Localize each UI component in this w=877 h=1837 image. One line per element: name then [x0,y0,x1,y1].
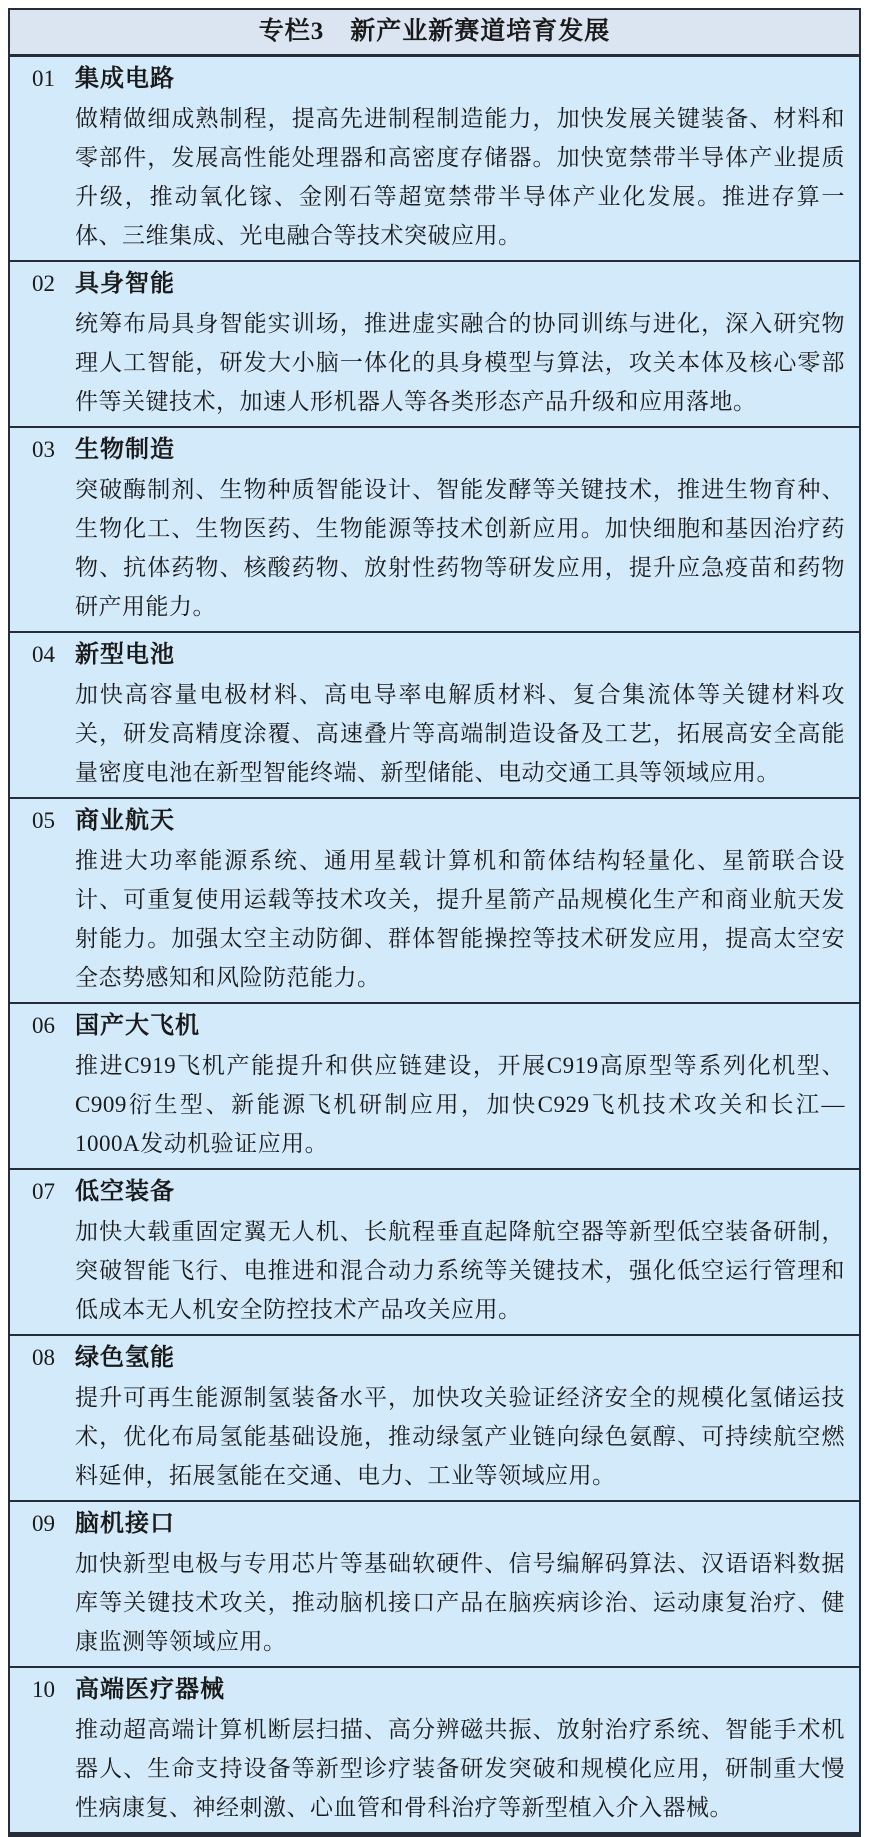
section-title: 具身智能 [75,271,175,297]
section-item-08 [10,1334,859,1500]
section-body: 加快新型电极与专用芯片等基础软硬件、信号编解码算法、汉语语料数据库等关键技术攻关，推动脑机接口产品在脑疾病诊治、运动康复治疗、健康监测等领域应用。 [75,1551,845,1654]
section-title: 国产大飞机 [75,1013,200,1039]
section-item-05 [10,797,859,1002]
section-body: 推进大功率能源系统、通用星载计算机和箭体结构轻量化、星箭联合设计、可重复使用运载等技术攻关，提升星箭产品规模化生产和商业航天发射能力。加强太空主动防御、群体智能操控等技术研发应用，提高太空安全态势感知和风险防范能力。 [75,848,845,990]
section-head [32,1172,845,1212]
section-item-02 [10,260,859,426]
section-number: 01 [32,66,55,91]
section-head [32,1338,845,1378]
section-body: 加快高容量电极材料、高电导率电解质材料、复合集流体等关键材料攻关，研发高精度涂覆、高速叠片等高端制造设备及工艺，拓展高安全高能量密度电池在新型智能终端、新型储能、电动交通工具等领域应用。 [75,682,845,785]
feature-box [8,8,861,1837]
section-title: 商业航天 [75,808,175,834]
section-head [32,59,845,99]
section-head [32,264,845,304]
section-title: 低空装备 [75,1179,175,1205]
section-title: 生物制造 [75,437,175,463]
section-number: 07 [32,1179,55,1204]
section-body: 统筹布局具身智能实训场，推进虚实融合的协同训练与进化，深入研究物理人工智能，研发大小脑一体化的具身模型与算法，攻关本体及核心零部件等关键技术，加速人形机器人等各类形态产品升级和应用落地。 [75,311,845,414]
section-body: 推动超高端计算机断层扫描、高分辨磁共振、放射治疗系统、智能手术机器人、生命支持设备等新型诊疗装备研发突破和规模化应用，研制重大慢性病康复、神经刺激、心血管和骨科治疗等新型植入介入器械。 [75,1717,845,1820]
section-title: 脑机接口 [75,1511,175,1537]
section-title: 集成电路 [75,66,175,92]
section-item-07 [10,1168,859,1334]
section-item-03 [10,426,859,631]
section-number: 10 [32,1677,55,1702]
section-item-10 [10,1666,859,1832]
section-item-09 [10,1500,859,1666]
section-head [32,635,845,675]
section-item-06 [10,1002,859,1168]
section-item-04 [10,631,859,797]
section-head [32,1504,845,1544]
section-number: 09 [32,1511,55,1536]
section-title: 绿色氢能 [75,1345,175,1371]
section-head [32,801,845,841]
section-body: 加快大载重固定翼无人机、长航程垂直起降航空器等新型低空装备研制，突破智能飞行、电推进和混合动力系统等关键技术，强化低空运行管理和低成本无人机安全防控技术产品攻关应用。 [75,1219,845,1322]
section-head [32,1006,845,1046]
section-number: 03 [32,437,55,462]
section-body: 提升可再生能源制氢装备水平，加快攻关验证经济安全的规模化氢储运技术，优化布局氢能基础设施，推动绿氢产业链向绿色氨醇、可持续航空燃料延伸，拓展氢能在交通、电力、工业等领域应用。 [75,1385,845,1488]
section-number: 02 [32,271,55,296]
section-number: 06 [32,1013,55,1038]
section-body: 推进C919飞机产能提升和供应链建设，开展C919高原型等系列化机型、C909衍生型、新能源飞机研制应用，加快C929飞机技术攻关和长江—1000A发动机验证应用。 [75,1053,845,1156]
section-title: 新型电池 [75,642,175,668]
section-head [32,430,845,470]
section-number: 05 [32,808,55,833]
section-number: 08 [32,1345,55,1370]
section-body: 突破酶制剂、生物种质智能设计、智能发酵等关键技术，推进生物育种、生物化工、生物医药、生物能源等技术创新应用。加快细胞和基因治疗药物、抗体药物、核酸药物、放射性药物等研发应用，提升应急疫苗和药物研产用能力。 [75,477,845,619]
section-title: 高端医疗器械 [75,1677,225,1703]
feature-box-title: 专栏3 新产业新赛道培育发展 [10,10,859,57]
section-item-01 [10,57,859,260]
section-number: 04 [32,642,55,667]
section-head [32,1670,845,1710]
section-body: 做精做细成熟制程，提高先进制程制造能力，加快发展关键装备、材料和零部件，发展高性能处理器和高密度存储器。加快宽禁带半导体产业提质升级，推动氧化镓、金刚石等超宽禁带半导体产业化发展。推进存算一体、三维集成、光电融合等技术突破应用。 [75,106,845,248]
